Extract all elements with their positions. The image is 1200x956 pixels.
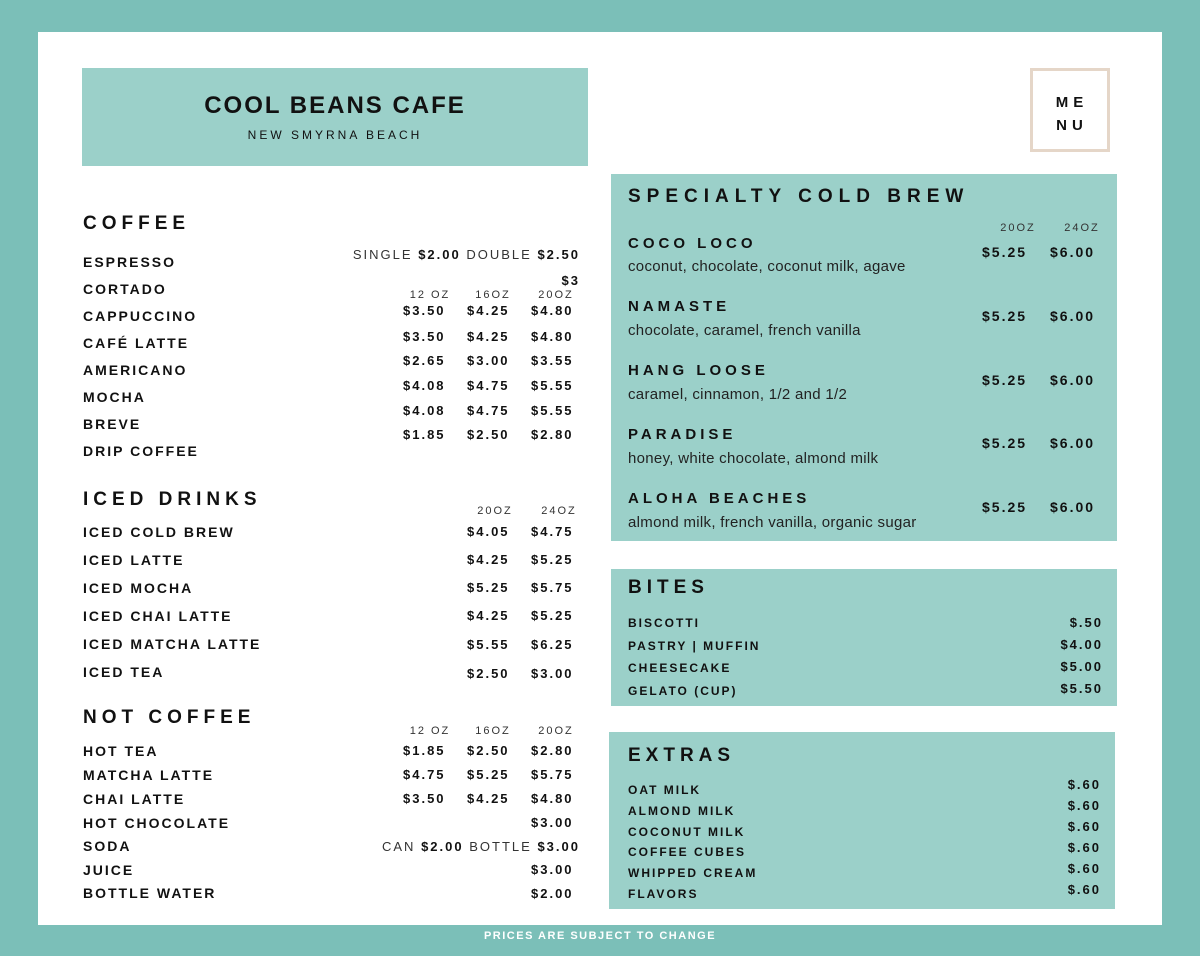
cold-brew-item-desc: honey, white chocolate, almond milk (628, 450, 879, 467)
menu-item-name: FLAVORS (628, 887, 699, 901)
soda-prices (300, 839, 580, 854)
menu-item-name: COFFEE CUBES (628, 845, 747, 859)
price-20oz: $5.25 (982, 435, 1028, 451)
footer-note: PRICES ARE SUBJECT TO CHANGE (483, 930, 717, 942)
price-20oz: $5.55 (531, 403, 574, 418)
soda-name: SODA (83, 838, 132, 854)
cortado-price: $3 (561, 273, 580, 288)
price-20oz: $3.55 (531, 353, 574, 368)
menu-item-name: BREVE (83, 416, 142, 432)
menu-badge (1030, 68, 1110, 152)
menu-item-name: ICED COLD BREW (83, 524, 235, 540)
extras-heading: EXTRAS (628, 745, 736, 766)
cold-brew-item-desc: almond milk, french vanilla, organic sugar (628, 514, 917, 531)
juice-name: JUICE (83, 862, 135, 878)
price-24oz: $6.00 (1050, 308, 1096, 324)
cortado-name: CORTADO (83, 281, 167, 297)
cold-brew-item-name: NAMASTE (628, 298, 731, 315)
iced-drinks-heading: ICED DRINKS (83, 489, 262, 510)
bites-panel (611, 569, 1117, 706)
menu-item-name: HOT TEA (83, 743, 159, 759)
espresso-single-label: SINGLE (352, 247, 413, 262)
not-coffee-heading: NOT COFFEE (83, 707, 256, 728)
price-16oz: $2.50 (467, 743, 510, 758)
extras-price: $.60 (1067, 861, 1101, 876)
coffee-size-12: 12 OZ (409, 289, 451, 301)
not-coffee-size-16: 16OZ (475, 725, 511, 737)
extras-price: $.60 (1067, 840, 1101, 855)
price-16oz: $3.00 (467, 353, 510, 368)
bites-price: $5.00 (1060, 659, 1103, 674)
price-16oz: $4.75 (467, 403, 510, 418)
bites-price: $4.00 (1060, 637, 1103, 652)
menu-item-name: GELATO (CUP) (628, 684, 738, 698)
menu-item-name: ICED LATTE (83, 552, 185, 568)
hot-chocolate-name: HOT CHOCOLATE (83, 815, 231, 831)
price-12oz: $4.08 (403, 378, 446, 393)
price-24oz: $5.25 (531, 608, 574, 623)
price-20oz: $4.80 (531, 791, 574, 806)
menu-item-name: CHAI LATTE (83, 791, 186, 807)
price-24oz: $4.75 (531, 524, 574, 539)
bites-price: $5.50 (1060, 681, 1103, 696)
menu-item-name: CAPPUCCINO (83, 308, 198, 324)
coffee-heading: COFFEE (83, 213, 191, 234)
price-20oz: $5.25 (982, 499, 1028, 515)
cold-brew-item-desc: coconut, chocolate, coconut milk, agave (628, 258, 906, 275)
extras-price: $.60 (1067, 819, 1101, 834)
menu-item-name: BISCOTTI (628, 616, 700, 630)
price-24oz: $6.00 (1050, 499, 1096, 515)
price-16oz: $5.25 (467, 767, 510, 782)
cold-brew-size-24: 24OZ (1064, 222, 1100, 234)
cold-brew-panel (611, 174, 1117, 541)
menu-item-name: ICED CHAI LATTE (83, 608, 233, 624)
price-24oz: $6.00 (1050, 244, 1096, 260)
bites-heading: BITES (628, 577, 709, 598)
coffee-size-16: 16OZ (475, 289, 511, 301)
menu-item-name: ICED MOCHA (83, 580, 194, 596)
bottle-water-name: BOTTLE WATER (83, 885, 217, 901)
price-20oz: $4.25 (467, 608, 510, 623)
price-20oz: $2.80 (531, 427, 574, 442)
price-16oz: $4.25 (467, 303, 510, 318)
cold-brew-item-name: ALOHA BEACHES (628, 490, 811, 507)
price-12oz: $3.50 (403, 329, 446, 344)
price-20oz: $5.25 (467, 580, 510, 595)
cold-brew-item-desc: chocolate, caramel, french vanilla (628, 322, 861, 339)
menu-item-name: MATCHA LATTE (83, 767, 215, 783)
price-24oz: $3.00 (531, 666, 574, 681)
price-12oz: $1.85 (403, 743, 446, 758)
soda-bottle-label: BOTTLE (469, 839, 532, 854)
menu-item-name: DRIP COFFEE (83, 443, 199, 459)
cafe-name: COOL BEANS CAFE (204, 92, 466, 119)
price-20oz: $4.80 (531, 329, 574, 344)
price-12oz: $4.08 (403, 403, 446, 418)
price-20oz: $5.55 (467, 637, 510, 652)
cold-brew-item-name: HANG LOOSE (628, 362, 769, 379)
menu-item-name: ICED TEA (83, 664, 165, 680)
cold-brew-item-name: COCO LOCO (628, 235, 757, 252)
hot-chocolate-price: $3.00 (531, 815, 574, 830)
extras-price: $.60 (1067, 882, 1101, 897)
price-16oz: $2.50 (467, 427, 510, 442)
menu-badge-line1: ME (1055, 94, 1089, 111)
soda-can-label: CAN (382, 839, 416, 854)
soda-can-price: $2.00 (421, 839, 464, 854)
price-20oz: $5.75 (531, 767, 574, 782)
bottle-water-price: $2.00 (531, 886, 574, 901)
iced-size-24: 24OZ (541, 505, 577, 517)
menu-item-name: PASTRY | MUFFIN (628, 639, 761, 653)
price-24oz: $6.25 (531, 637, 574, 652)
price-12oz: $3.50 (403, 303, 446, 318)
price-20oz: $5.55 (531, 378, 574, 393)
price-24oz: $5.25 (531, 552, 574, 567)
price-12oz: $1.85 (403, 427, 446, 442)
cold-brew-heading: SPECIALTY COLD BREW (628, 186, 970, 207)
menu-item-name: ALMOND MILK (628, 804, 736, 818)
menu-badge-line2: NU (1056, 117, 1088, 134)
menu-item-name: CAFÉ LATTE (83, 335, 190, 351)
price-16oz: $4.75 (467, 378, 510, 393)
title-banner (82, 68, 588, 166)
espresso-name: ESPRESSO (83, 254, 177, 270)
price-20oz: $4.05 (467, 524, 510, 539)
price-20oz: $5.25 (982, 372, 1028, 388)
extras-price: $.60 (1067, 798, 1101, 813)
cold-brew-item-name: PARADISE (628, 426, 737, 443)
cafe-location: NEW SMYRNA BEACH (247, 128, 423, 142)
menu-item-name: CHEESECAKE (628, 661, 732, 675)
price-20oz: $5.25 (982, 308, 1028, 324)
price-24oz: $6.00 (1050, 435, 1096, 451)
cold-brew-item-desc: caramel, cinnamon, 1/2 and 1/2 (628, 386, 848, 403)
price-12oz: $3.50 (403, 791, 446, 806)
juice-price: $3.00 (531, 862, 574, 877)
iced-size-20: 20OZ (477, 505, 513, 517)
not-coffee-size-12: 12 OZ (409, 725, 451, 737)
soda-bottle-price: $3.00 (537, 839, 580, 854)
menu-item-name: COCONUT MILK (628, 825, 746, 839)
price-20oz: $4.25 (467, 552, 510, 567)
price-12oz: $2.65 (403, 353, 446, 368)
price-20oz: $4.80 (531, 303, 574, 318)
extras-price: $.60 (1067, 777, 1101, 792)
espresso-single-price: $2.00 (418, 247, 461, 262)
not-coffee-size-20: 20OZ (538, 725, 574, 737)
menu-item-name: OAT MILK (628, 783, 702, 797)
cold-brew-size-20: 20OZ (1000, 222, 1036, 234)
price-16oz: $4.25 (467, 791, 510, 806)
espresso-double-label: DOUBLE (466, 247, 532, 262)
menu-item-name: ICED MATCHA LATTE (83, 636, 262, 652)
menu-item-name: AMERICANO (83, 362, 188, 378)
price-24oz: $6.00 (1050, 372, 1096, 388)
price-20oz: $2.50 (467, 666, 510, 681)
price-24oz: $5.75 (531, 580, 574, 595)
espresso-double-price: $2.50 (537, 247, 580, 262)
menu-item-name: MOCHA (83, 389, 146, 405)
coffee-size-20: 20OZ (538, 289, 574, 301)
bites-price: $.50 (1069, 615, 1103, 630)
price-12oz: $4.75 (403, 767, 446, 782)
price-20oz: $5.25 (982, 244, 1028, 260)
extras-panel (609, 732, 1115, 909)
price-16oz: $4.25 (467, 329, 510, 344)
espresso-prices (300, 247, 580, 262)
price-20oz: $2.80 (531, 743, 574, 758)
menu-item-name: WHIPPED CREAM (628, 866, 758, 880)
